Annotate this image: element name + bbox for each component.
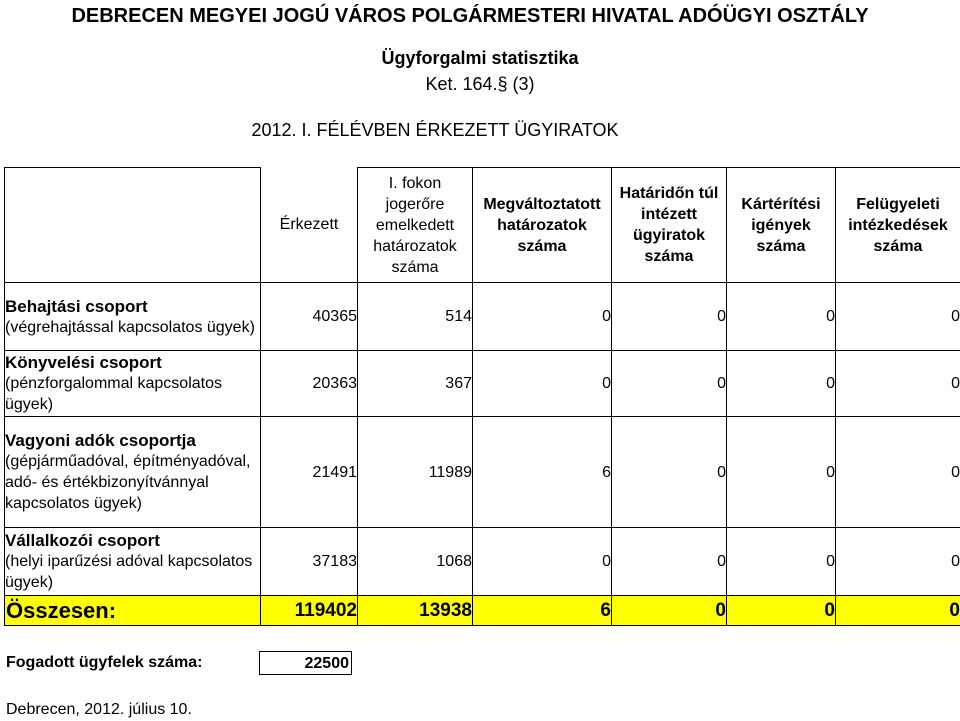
total-supervisory-measures: 0: [836, 596, 960, 626]
cell-damage-claims: 0: [727, 528, 836, 596]
table-row: [5, 528, 960, 596]
statistics-table: [4, 167, 960, 626]
column-header-changed-decisions: Megváltoztatott határozatok száma: [473, 168, 612, 283]
column-header-overdue-cases: Határidőn túl intézett ügyiratok száma: [612, 168, 727, 283]
cell-damage-claims: 0: [727, 351, 836, 417]
cell-supervisory-measures: 0: [836, 283, 960, 351]
group-name: Vállalkozói csoport: [5, 531, 160, 550]
table-row: [5, 417, 960, 528]
row-label: [5, 283, 261, 351]
group-name: Könyvelési csoport: [5, 353, 162, 372]
total-final-decisions: 13938: [358, 596, 473, 626]
cell-final-decisions: 11989: [358, 417, 473, 528]
cell-overdue-cases: 0: [612, 528, 727, 596]
cell-damage-claims: 0: [727, 417, 836, 528]
cell-changed-decisions: 0: [473, 528, 612, 596]
row-label: [5, 417, 261, 528]
office-title: DEBRECEN MEGYEI JOGÚ VÁROS POLGÁRMESTERI HIVATAL ADÓÜGYI OSZTÁLY: [71, 5, 869, 27]
table-header-row: [5, 168, 960, 283]
cell-received: 20363: [261, 351, 358, 417]
cell-supervisory-measures: 0: [836, 351, 960, 417]
cell-received: 40365: [261, 283, 358, 351]
column-header-final-decisions: I. fokon jogerőre emelkedett határozatok száma: [358, 168, 473, 283]
report-title: Ügyforgalmi statisztika: [381, 48, 579, 68]
group-description: (gépjárműadóval, építményadóval, adó- és értékbizonyítvánnyal kapcsolatos ügyek): [5, 453, 251, 512]
cell-final-decisions: 1068: [358, 528, 473, 596]
total-label: Összesen:: [5, 596, 261, 626]
column-header-damage-claims: Kártérítési igények száma: [727, 168, 836, 283]
cell-damage-claims: 0: [727, 283, 836, 351]
date-line: Debrecen, 2012. július 10.: [6, 701, 192, 718]
cell-overdue-cases: 0: [612, 417, 727, 528]
group-description: (helyi iparűzési adóval kapcsolatos ügyek): [5, 553, 253, 591]
group-name: Behajtási csoport: [5, 296, 148, 316]
total-received: 119402: [261, 596, 358, 626]
table-row: [5, 351, 960, 417]
visitors-value: 22500: [259, 651, 352, 675]
legal-reference: Ket. 164.§ (3): [425, 74, 535, 94]
cell-final-decisions: 514: [358, 283, 473, 351]
cell-received: 21491: [261, 417, 358, 528]
row-label: [5, 528, 261, 596]
total-overdue-cases: 0: [612, 596, 727, 626]
column-header-received: Érkezett: [261, 168, 358, 283]
visitors-label: Fogadott ügyfelek száma:: [6, 654, 203, 671]
group-name: Vagyoni adók csoportja: [5, 431, 196, 450]
header-corner: [5, 168, 261, 283]
cell-changed-decisions: 0: [473, 283, 612, 351]
table-row: [5, 283, 960, 351]
cell-supervisory-measures: 0: [836, 528, 960, 596]
column-header-supervisory-measures: Felügyeleti intézkedések száma: [836, 168, 960, 283]
group-description: (végrehajtással kapcsolatos ügyek): [5, 318, 255, 336]
total-damage-claims: 0: [727, 596, 836, 626]
group-description: (pénzforgalommal kapcsolatos ügyek): [5, 375, 222, 413]
cell-received: 37183: [261, 528, 358, 596]
cell-overdue-cases: 0: [612, 283, 727, 351]
cell-final-decisions: 367: [358, 351, 473, 417]
total-changed-decisions: 6: [473, 596, 612, 626]
cell-supervisory-measures: 0: [836, 417, 960, 528]
row-label: [5, 351, 261, 417]
period-title: 2012. I. FÉLÉVBEN ÉRKEZETT ÜGYIRATOK: [251, 120, 619, 140]
cell-changed-decisions: 6: [473, 417, 612, 528]
total-row: [5, 596, 960, 626]
cell-changed-decisions: 0: [473, 351, 612, 417]
cell-overdue-cases: 0: [612, 351, 727, 417]
